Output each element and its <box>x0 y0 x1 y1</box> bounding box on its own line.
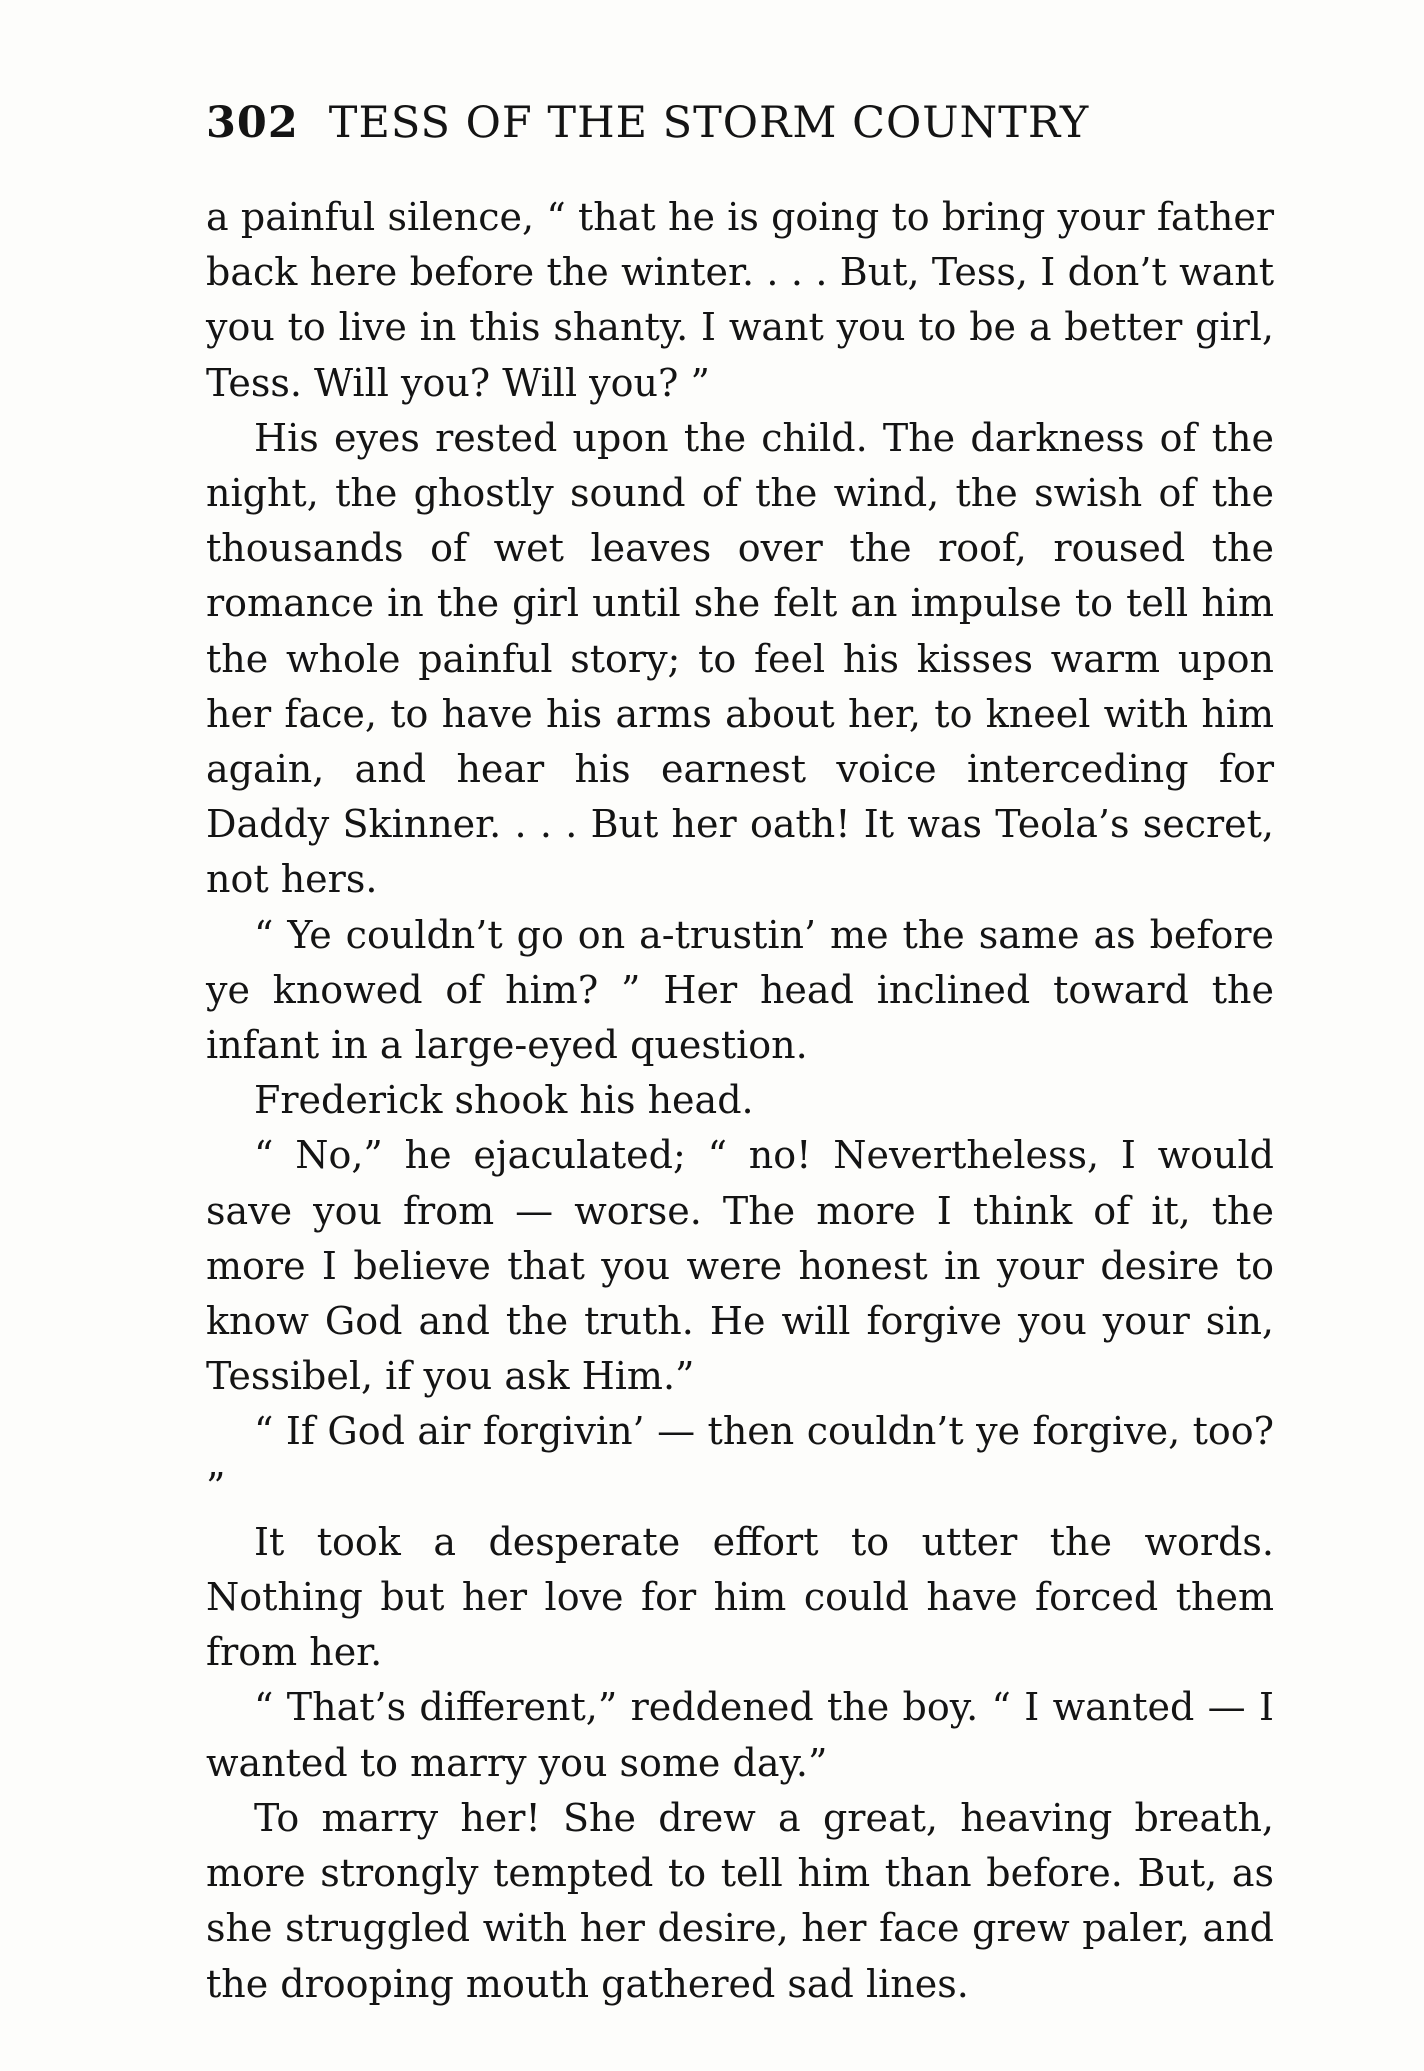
running-title: TESS OF THE STORM COUNTRY <box>328 98 1090 148</box>
paragraph: “ No,” he ejaculated; “ no! Nevertheless, I would save you from — worse. The more I think of it, the more I believe that you were honest in your desire to know God and the truth. He will forgive you your sin, Tessibel, if you ask Him.” <box>206 1133 1274 1399</box>
paragraph: “ Ye couldn’t go on a-trustin’ me the same as before ye knowed of him? ” Her head inclined toward the infant in a large-eyed question. <box>206 912 1274 1068</box>
body-text <box>206 190 1274 2012</box>
paragraph: “ If God air forgivin’ — then couldn’t ye forgive, too? ” <box>206 1409 1274 1509</box>
paragraph-continued: a painful silence, “ that he is going to bring your father back here before the winter. . . . But, Tess, I don’t want you to live in this shanty. I want you to be a better girl, Tess. Will you? Will you? ” <box>206 195 1274 405</box>
paragraph: Frederick shook his head. <box>254 1078 754 1123</box>
running-header <box>206 98 1089 148</box>
paragraph: To marry her! She drew a great, heaving breath, more strongly tempted to tell him than before. But, as she struggled with her desire, her face grew paler, and the drooping mouth gathered sad lines. <box>206 1795 1274 2006</box>
paragraph: His eyes rested upon the child. The darkness of the night, the ghostly sound of the wind, the swish of the thousands of wet leaves over the roof, roused the romance in the girl until she felt an impulse to tell him the whole painful story; to feel his kisses warm upon her face, to have his arms about her, to kneel with him again, and hear his earnest voice interceding for Daddy Skinner. . . . But her oath! It was Teola’s secret, not hers. <box>206 415 1274 902</box>
paragraph: It took a desperate effort to utter the words. Nothing but her love for him could have forced them from her. <box>206 1519 1274 1675</box>
page-number: 302 <box>206 98 299 148</box>
paragraph: “ That’s different,” reddened the boy. “ I wanted — I wanted to marry you some day.” <box>206 1685 1274 1785</box>
